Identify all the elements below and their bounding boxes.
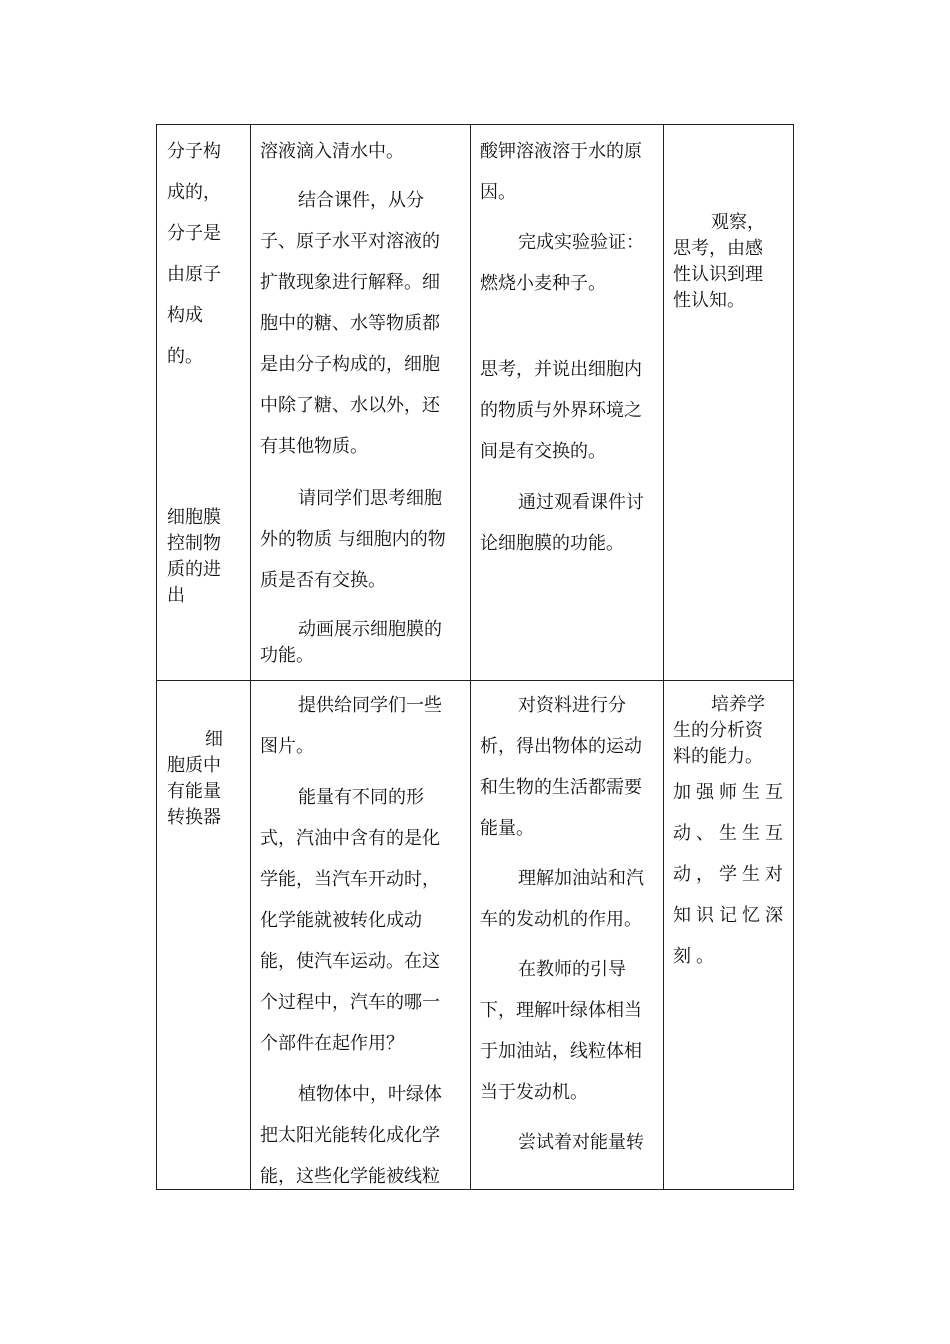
cell-paragraph: 植物体中，叶绿体 把太阳光能转化成化学 能，这些化学能被线粒 xyxy=(260,1084,442,1187)
cell-paragraph: 完成实验验证： 燃烧小麦种子。 xyxy=(480,232,644,294)
table-border-top xyxy=(156,124,794,125)
cell-paragraph: 细胞膜 控制物 质的进 出 xyxy=(167,507,221,606)
cell-paragraph: 理解加油站和汽 车的发动机的作用。 xyxy=(480,868,644,930)
cell-paragraph: 分子构 成的， 分子是 由原子 构成 的。 xyxy=(167,141,221,367)
table-divider-3 xyxy=(663,124,664,1190)
table-row-divider xyxy=(156,680,794,681)
cell-paragraph: 动画展示细胞膜的 功能。 xyxy=(260,619,442,666)
cell-paragraph: 对资料进行分 析，得出物体的运动 和生物的生活都需要 能量。 xyxy=(480,695,642,839)
cell-paragraph: 培养学 生的分析资 料的能力。 xyxy=(673,694,765,767)
cell-paragraph: 加强师生互 动、生生互 动，学生对 知识记忆深 刻。 xyxy=(673,782,788,967)
table-border-bottom xyxy=(156,1189,794,1190)
cell-paragraph: 溶液滴入清水中。 xyxy=(260,141,404,162)
cell-paragraph: 酸钾溶液溶于水的原 因。 xyxy=(480,141,642,203)
cell-paragraph: 观察， 思考，由感 性认识到理 性认知。 xyxy=(673,212,765,311)
cell-paragraph: 在教师的引导 下，理解叶绿体相当 于加油站，线粒体相 当于发动机。 xyxy=(480,959,642,1103)
cell-paragraph: 通过观看课件讨 论细胞膜的功能。 xyxy=(480,492,644,554)
cell-paragraph: 尝试着对能量转 xyxy=(518,1132,644,1153)
cell-paragraph: 细 胞质中 有能量 转换器 xyxy=(167,729,223,828)
cell-paragraph: 能量有不同的形 式，汽油中含有的是化 学能，当汽车开动时， 化学能就被转化成动 能，使汽车运动。在这 个过程中，汽车的哪一 个部件在起作用？ xyxy=(260,787,440,1054)
cell-paragraph: 结合课件，从分 子、原子水平对溶液的 扩散现象进行解释。细 胞中的糖、水等物质都 是由分子构成的，细胞 中除了糖、水以外，还 有其他物质。 xyxy=(260,190,440,457)
cell-paragraph: 请同学们思考细胞 外的物质 与细胞内的物 质是否有交换。 xyxy=(260,488,446,591)
table-divider-2 xyxy=(470,124,471,1190)
cell-paragraph: 提供给同学们一些 图片。 xyxy=(260,695,442,757)
table-border-right xyxy=(793,124,794,1190)
table-divider-1 xyxy=(250,124,251,1190)
cell-paragraph: 思考，并说出细胞内 的物质与外界环境之 间是有交换的。 xyxy=(480,359,642,462)
table-border-left xyxy=(156,124,157,1190)
